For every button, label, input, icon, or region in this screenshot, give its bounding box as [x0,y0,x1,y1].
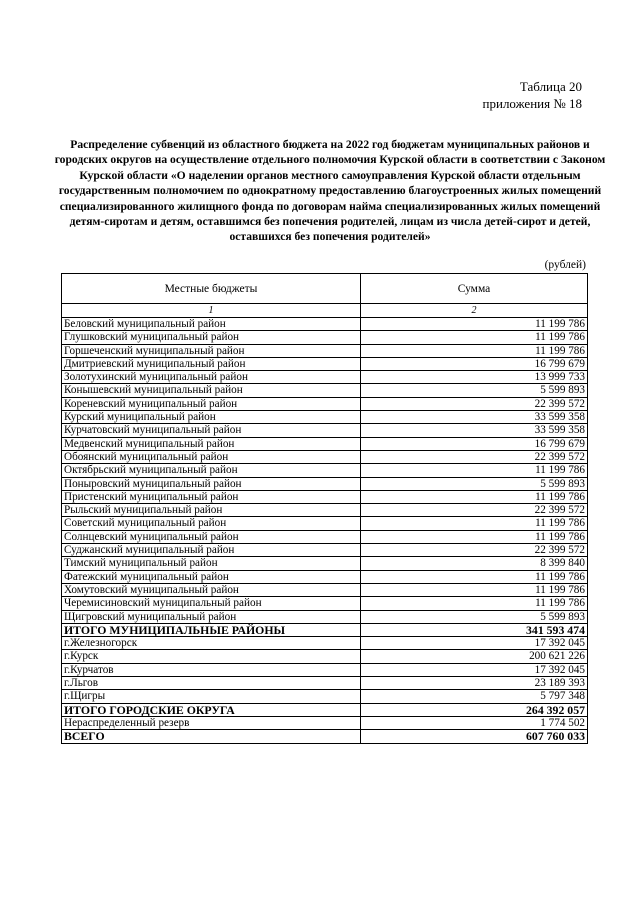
table-row [62,517,588,530]
budget-name-cell: Солнцевский муниципальный район [62,530,361,543]
budget-sum-cell: 11 199 786 [361,570,588,583]
budget-name-cell: Октябрьский муниципальный район [62,464,361,477]
table-row [62,663,588,676]
budget-name-cell: Курский муниципальный район [62,411,361,424]
table-number: Таблица 20 [519,79,582,94]
column-number: 1 [62,304,361,318]
budget-name-cell: Глушковский муниципальный район [62,331,361,344]
budget-name-cell: г.Железногорск [62,637,361,650]
budget-name-cell: г.Курчатов [62,663,361,676]
budget-name-cell: г.Льгов [62,677,361,690]
table-row [62,597,588,610]
budget-name-cell: Дмитриевский муниципальный район [62,357,361,370]
budget-name-cell: г.Щигры [62,690,361,703]
table-row [62,371,588,384]
table-row [62,504,588,517]
budget-sum-cell: 22 399 572 [361,504,588,517]
table-row [62,610,588,623]
budget-sum-cell: 5 599 893 [361,477,588,490]
table-row [62,318,588,331]
table-row [62,450,588,463]
budget-sum-cell: 8 399 840 [361,557,588,570]
budget-sum-cell: 17 392 045 [361,663,588,676]
budget-name-cell: г.Курск [62,650,361,663]
budget-sum-cell: 23 189 393 [361,677,588,690]
budget-name-cell: ИТОГО МУНИЦИПАЛЬНЫЕ РАЙОНЫ [62,623,361,636]
budget-sum-cell: 1 774 502 [361,716,588,729]
appendix-reference [483,78,582,112]
budget-sum-cell: 33 599 358 [361,411,588,424]
budget-name-cell: Суджанский муниципальный район [62,544,361,557]
document-title: Распределение субвенций из областного бюджета на 2022 год бюджетам муниципальных районов и городских округов на осуществление отдельного полномочия Курской области в соответствии с Законом Курской области «О наделении органов местного самоуправления Курской области отдельным государственным полномочием по однократному предоставлению благоустроенных жилых помещений специализированного жилищного фонда по договорам найма специализированных жилых помещений детям-сиротам и детям, оставшимся без попечения родителей, лицам из числа детей-сирот и детей, оставшихся без попечения родителей» [54,138,606,244]
budget-name-cell: Хомутовский муниципальный район [62,583,361,596]
budget-name-cell: Беловский муниципальный район [62,318,361,331]
table-row [62,424,588,437]
table-total-row [62,623,588,636]
table-row [62,677,588,690]
table-row [62,331,588,344]
budget-name-cell: Советский муниципальный район [62,517,361,530]
budget-name-cell: Обоянский муниципальный район [62,450,361,463]
budget-sum-cell: 11 199 786 [361,517,588,530]
table-row [62,716,588,729]
budget-table [61,273,588,744]
budget-sum-cell: 22 399 572 [361,544,588,557]
table-total-row [62,730,588,743]
budget-name-cell: Поныровский муниципальный район [62,477,361,490]
budget-name-cell: Кореневский муниципальный район [62,397,361,410]
budget-name-cell: ВСЕГО [62,730,361,743]
budget-name-cell: Курчатовский муниципальный район [62,424,361,437]
budget-sum-cell: 341 593 474 [361,623,588,636]
budget-sum-cell: 16 799 679 [361,437,588,450]
table-row [62,544,588,557]
budget-sum-cell: 13 999 733 [361,371,588,384]
table-row [62,477,588,490]
table-header-row [62,274,588,304]
table-row [62,637,588,650]
budget-sum-cell: 11 199 786 [361,344,588,357]
budget-sum-cell: 16 799 679 [361,357,588,370]
table-row [62,437,588,450]
budget-name-cell: Рыльский муниципальный район [62,504,361,517]
header-local-budgets: Местные бюджеты [62,274,361,304]
budget-name-cell: Тимский муниципальный район [62,557,361,570]
budget-sum-cell: 11 199 786 [361,464,588,477]
budget-sum-cell: 22 399 572 [361,397,588,410]
table-row [62,650,588,663]
budget-sum-cell: 200 621 226 [361,650,588,663]
budget-sum-cell: 11 199 786 [361,597,588,610]
budget-sum-cell: 11 199 786 [361,583,588,596]
budget-sum-cell: 607 760 033 [361,730,588,743]
budget-name-cell: Горшеченский муниципальный район [62,344,361,357]
table-row [62,397,588,410]
budget-name-cell: Фатежский муниципальный район [62,570,361,583]
budget-sum-cell: 5 599 893 [361,384,588,397]
budget-name-cell: Пристенский муниципальный район [62,490,361,503]
budget-sum-cell: 33 599 358 [361,424,588,437]
table-total-row [62,703,588,716]
table-row [62,464,588,477]
budget-sum-cell: 11 199 786 [361,331,588,344]
table-row [62,344,588,357]
budget-sum-cell: 11 199 786 [361,490,588,503]
table-row [62,384,588,397]
table-row [62,557,588,570]
column-number-row [62,304,588,318]
budget-sum-cell: 11 199 786 [361,530,588,543]
budget-sum-cell: 5 599 893 [361,610,588,623]
budget-sum-cell: 264 392 057 [361,703,588,716]
table-row [62,411,588,424]
budget-name-cell: Конышевский муниципальный район [62,384,361,397]
budget-name-cell: ИТОГО ГОРОДСКИЕ ОКРУГА [62,703,361,716]
header-sum: Сумма [361,274,588,304]
budget-name-cell: Медвенский муниципальный район [62,437,361,450]
table-row [62,583,588,596]
table-row [62,530,588,543]
budget-sum-cell: 17 392 045 [361,637,588,650]
budget-sum-cell: 22 399 572 [361,450,588,463]
budget-sum-cell: 11 199 786 [361,318,588,331]
budget-name-cell: Нераспределенный резерв [62,716,361,729]
budget-name-cell: Золотухинский муниципальный район [62,371,361,384]
appendix-number: приложения № 18 [482,96,582,111]
table-row [62,570,588,583]
table-row [62,357,588,370]
table-row [62,690,588,703]
table-row [62,490,588,503]
column-number: 2 [361,304,588,318]
budget-name-cell: Щигровский муниципальный район [62,610,361,623]
units-label: (рублей) [544,259,586,271]
budget-sum-cell: 5 797 348 [361,690,588,703]
budget-name-cell: Черемисиновский муниципальный район [62,597,361,610]
